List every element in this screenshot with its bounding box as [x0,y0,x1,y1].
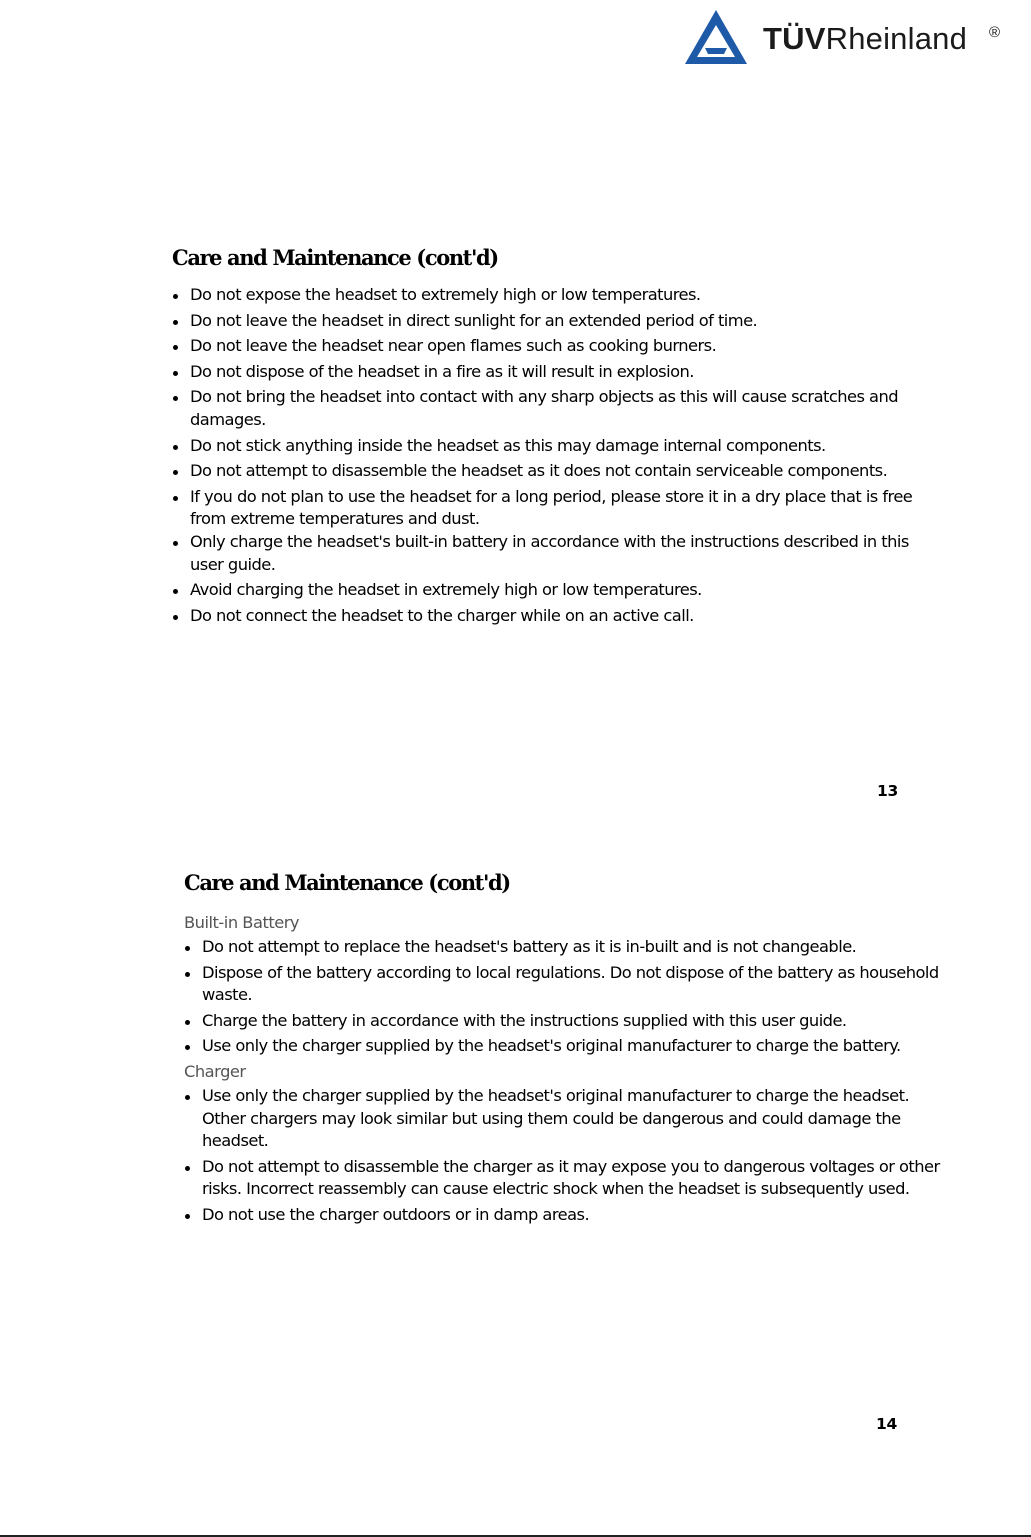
battery-list [184,936,944,1058]
list-item: If you do not plan to use the headset for a long period, please store it in a dry place that is free from extreme temperatures and dust. [172,486,932,531]
page-14 [184,869,944,1227]
page-13-title: Care and Maintenance (cont'd) [172,245,498,270]
list-item: Do not expose the headset to extremely high or low temperatures. [172,284,932,307]
logo-name-regular: Rheinland [825,21,968,56]
logo-wordmark [763,21,967,57]
list-item: Do not dispose of the headset in a fire as it will result in explosion. [172,361,932,384]
registered-mark: ® [989,24,1001,41]
built-in-battery-heading: Built-in Battery [184,913,300,932]
page-13 [172,244,932,627]
list-item: Use only the charger supplied by the headset's original manufacturer to charge the headset. Other chargers may look similar but using them could be dangerous and could damage the headset. [184,1085,944,1153]
tuv-triangle-icon [683,8,749,66]
list-item: Dispose of the battery according to local regulations. Do not dispose of the battery as household waste. [184,962,944,1007]
charger-heading: Charger [184,1061,246,1081]
list-item: Use only the charger supplied by the headset's original manufacturer to charge the battery. [184,1035,944,1058]
list-item: Do not attempt to disassemble the headset as it does not contain serviceable components. [172,460,932,483]
list-item: Do not leave the headset in direct sunlight for an extended period of time. [172,310,932,333]
page-14-title: Care and Maintenance (cont'd) [184,870,510,895]
list-item: Do not attempt to replace the headset's battery as it is in-built and is not changeable. [184,936,944,959]
list-item: Do not use the charger outdoors or in damp areas. [184,1204,944,1227]
list-item: Do not attempt to disassemble the charger as it may expose you to dangerous voltages or other risks. Incorrect reassembly can cause electric shock when the headset is subsequently used. [184,1156,944,1201]
list-item: Do not connect the headset to the charger while on an active call. [172,605,932,628]
list-item: Only charge the headset's built-in battery in accordance with the instructions described in this user guide. [172,531,932,576]
page-number-13: 13 [877,782,898,800]
page-number-14: 14 [876,1415,897,1433]
list-item: Avoid charging the headset in extremely high or low temperatures. [172,579,932,602]
logo-name-bold: TÜV [763,21,826,56]
charger-list [184,1085,944,1227]
list-item: Do not leave the headset near open flames such as cooking burners. [172,335,932,358]
tuv-rheinland-logo [683,8,1013,68]
page-13-list [172,284,932,627]
list-item: Charge the battery in accordance with the instructions supplied with this user guide. [184,1010,944,1033]
list-item: Do not stick anything inside the headset as this may damage internal components. [172,435,932,458]
list-item: Do not bring the headset into contact with any sharp objects as this will cause scratches and damages. [172,386,932,431]
